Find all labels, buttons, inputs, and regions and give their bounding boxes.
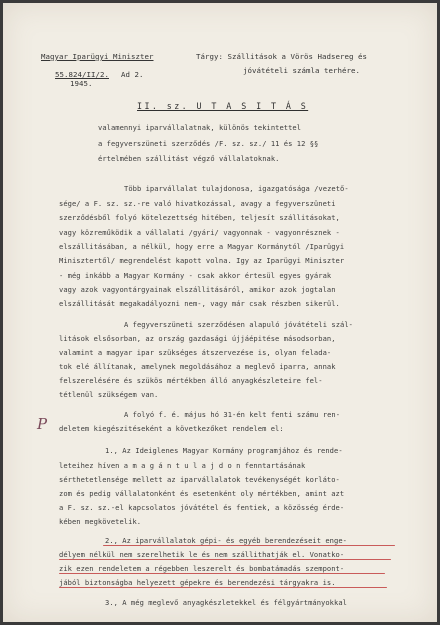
reference-year: 1945. (70, 79, 93, 88)
red-underline (59, 587, 387, 588)
body-line: felszerelésére és szükös mértékben álló anyagkészleteire fel- (59, 376, 323, 385)
body-line: litások elsősorban, az ország gazdasági újjáépitése másodsorban, (59, 334, 336, 343)
body-line: elszállitását megakadályozni nem-, vagy már csak részben sikerül. (59, 299, 340, 308)
body-line: A fegyverszüneti szerződésen alapuló jóvátételi szál- (124, 320, 354, 329)
body-line: sége/ a F. sz. sz.-re való hivatkozással, avagy a fegyverszüneti (59, 199, 336, 208)
body-line: kében megkövetelik. (59, 517, 142, 526)
margin-handwritten-mark: P (37, 415, 48, 433)
attachment-label: Ad 2. (121, 70, 144, 79)
reference-number: 55.824/II/2. (55, 70, 109, 79)
body-line: leteihez híven a m a g á n t u l a j d o n fenntartásának (59, 461, 306, 470)
red-underline (103, 545, 395, 546)
body-line: deletem kiegészitéseként a következőket rendelem el: (59, 424, 284, 433)
body-line: 1., Az Ideiglenes Magyar Kormány programjához és rende- (105, 446, 343, 455)
body-line: délyem nélkül nem szerelhetik le és nem szállithatják el. Vonatko- (59, 550, 345, 559)
subject-line-1: Tárgy: Szállitások a Vörös Hadsereg és (196, 52, 367, 61)
body-line: a F. sz. sz.-el kapcsolatos jóvátétel és fentiek, a közösség érde- (59, 503, 345, 512)
body-line: szerződésből folyó kötelezettség hitében, teljesít szállitásokat, (59, 213, 340, 222)
ministry-heading: Magyar Iparügyi Miniszter (41, 52, 154, 61)
body-line: valamint a magyar ipar szükséges átszervezése is, olyan felada- (59, 348, 332, 357)
body-line: Minisztertől/ megrendelést kapott volna. Igy az Iparügyi Miniszter (59, 256, 345, 265)
body-line: vagy azok vagyontárgyainak elszállitásáról, amikor azok jogtalan (59, 285, 336, 294)
red-underline (59, 573, 385, 574)
body-line: zom és pedig vállalatonként és esetenként oly mértékben, amint azt (59, 489, 345, 498)
intro-line: értelmében szállitást végző vállalatoknak. (98, 154, 280, 163)
subject-line-2: jóvátételi számla terhére. (243, 66, 360, 75)
body-line: elszállitásában, a nélkül, hogy erre a Magyar Kormánytól /Iparügyi (59, 242, 345, 251)
body-line: 2., Az iparvállalatok gépi- és egyéb berendezéseit enge- (105, 536, 347, 545)
red-underline (59, 559, 391, 560)
body-line: - még inkább a Magyar Kormány - csak akkor értesül egyes gyárak (59, 271, 332, 280)
body-line: jából biztonságba helyezett gépekre és berendezési tárgyakra is. (59, 578, 336, 587)
body-line: sérthetetlensége mellett az iparvállalatok tevékenységét korláto- (59, 475, 340, 484)
document-page (3, 3, 437, 622)
body-line: A folyó f. é. május hó 31-én kelt fenti számu ren- (124, 410, 341, 419)
body-line: vagy közreműködik a vállalati /gyári/ vagyonnak - vagyonrésznek - (59, 228, 340, 237)
intro-line: a fegyverszüneti szerződés /F. sz. sz./ 11 és 12 §§ (98, 139, 319, 148)
intro-line: valamennyi iparvállalatnak, különös tekintettel (98, 123, 302, 132)
body-line: zik ezen rendeletem a régebben leszerelt és bombatámadás szempont- (59, 564, 345, 573)
body-line: Több iparvállalat tulajdonosa, igazgatósága /vezető- (124, 184, 349, 193)
body-line: tétlenül szükségem van. (59, 390, 159, 399)
document-title: II. sz. U T A S I T Á S (137, 101, 309, 111)
body-line: tok elé állítanak, amelynek megoldásához a meglevő iparra, annak (59, 362, 336, 371)
body-line: 3., A még meglevő anyagkészletekkel és félgyártmányokkal (105, 598, 347, 607)
